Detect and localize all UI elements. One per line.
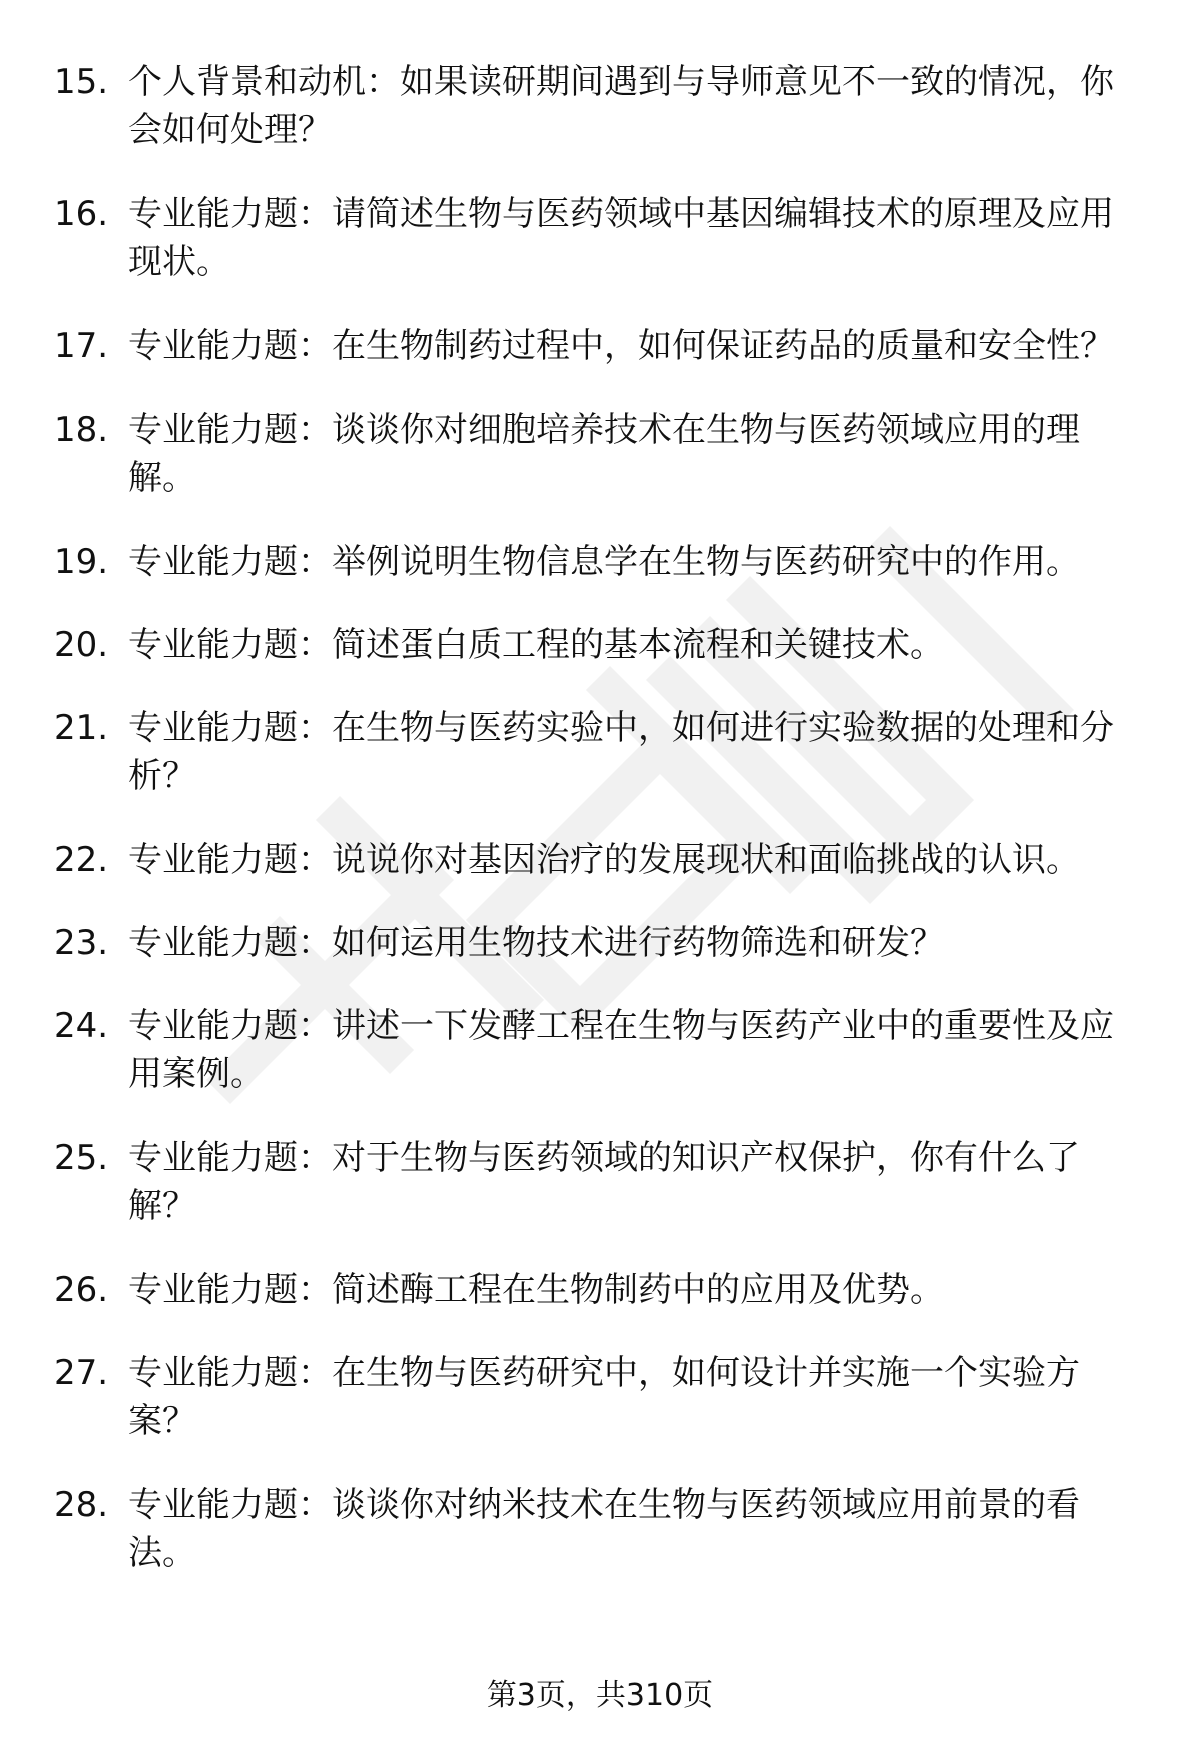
question-number: 24. [54,1006,109,1046]
question-text: 专业能力题：在生物制药过程中，如何保证药品的质量和安全性？ [128,326,1114,366]
question-text: 专业能力题：在生物与医药实验中，如何进行实验数据的处理和分析？ [128,708,1114,796]
question-number: 17. [54,326,109,366]
question-text: 专业能力题：对于生物与医药领域的知识产权保护，你有什么了解？ [128,1138,1080,1226]
question-text: 专业能力题：简述酶工程在生物制药中的应用及优势。 [128,1270,944,1310]
list-item [54,1481,1146,1577]
question-number: 27. [54,1353,109,1393]
question-text: 专业能力题：讲述一下发酵工程在生物与医药产业中的重要性及应用案例。 [128,1006,1114,1094]
list-item [54,919,1146,967]
list-item [54,1002,1146,1098]
question-number: 25. [54,1138,109,1178]
list-item [54,836,1146,884]
list-item [54,1134,1146,1230]
question-text: 专业能力题：举例说明生物信息学在生物与医药研究中的作用。 [128,542,1080,582]
question-number: 15. [54,62,109,102]
question-text: 专业能力题：谈谈你对纳米技术在生物与医药领域应用前景的看法。 [128,1485,1080,1573]
list-item [54,621,1146,669]
list-item [54,1349,1146,1445]
page-number-label: 第3页，共310页 [486,1678,714,1713]
question-number: 26. [54,1270,109,1310]
list-item [54,322,1146,370]
list-item [54,58,1146,154]
list-item [54,406,1146,502]
list-item [54,1266,1146,1314]
page-footer [0,1676,1200,1716]
question-number: 20. [54,625,109,665]
list-item [54,538,1146,586]
question-text: 专业能力题：谈谈你对细胞培养技术在生物与医药领域应用的理解。 [128,410,1080,498]
question-text: 专业能力题：在生物与医药研究中，如何设计并实施一个实验方案？ [128,1353,1080,1441]
question-text: 专业能力题：简述蛋白质工程的基本流程和关键技术。 [128,625,944,665]
question-number: 16. [54,194,109,234]
question-text: 专业能力题：请简述生物与医药领域中基因编辑技术的原理及应用现状。 [128,194,1114,282]
question-text: 专业能力题：说说你对基因治疗的发展现状和面临挑战的认识。 [128,840,1080,880]
question-number: 19. [54,542,109,582]
question-number: 28. [54,1485,109,1525]
list-item [54,190,1146,286]
question-number: 18. [54,410,109,450]
question-text: 专业能力题：如何运用生物技术进行药物筛选和研发？ [128,923,944,963]
question-number: 21. [54,708,109,748]
question-text: 个人背景和动机：如果读研期间遇到与导师意见不一致的情况，你会如何处理？ [128,62,1114,150]
question-number: 23. [54,923,109,963]
question-list [54,58,1146,1613]
list-item [54,704,1146,800]
question-number: 22. [54,840,109,880]
